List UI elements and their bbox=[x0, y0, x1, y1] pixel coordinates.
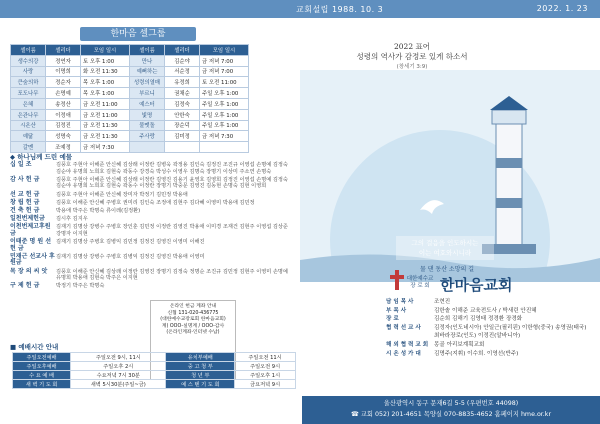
table-cell: 토 오전 11:00 bbox=[200, 77, 249, 88]
offering-names: 김풍호 주현아 이해준 안신혜 장미자 박정기 김민정 박용애 bbox=[56, 191, 188, 198]
table-row bbox=[11, 77, 249, 88]
offering-label: 건 축 헌 금 bbox=[10, 206, 40, 214]
table-row bbox=[11, 88, 249, 99]
offering-label: 일천번제헌금 bbox=[10, 215, 45, 223]
table-row bbox=[13, 362, 296, 371]
staff-row bbox=[386, 350, 592, 359]
table-cell: 안한숙 bbox=[165, 109, 200, 120]
table-cell: 은관나무 bbox=[11, 109, 46, 120]
table-cell: 유치부예배 bbox=[166, 353, 235, 362]
table-cell: 주일오전 11시 bbox=[235, 353, 296, 362]
staff-names: 김한솔 이해준 교육전도사 / 박새린 안진혜 bbox=[434, 307, 537, 314]
table-row bbox=[13, 353, 296, 362]
staff-names: 몽골 아리보계획교회 bbox=[434, 341, 485, 348]
offering-label: 목 장 의 씨 앗 bbox=[10, 267, 48, 275]
motto-text: 성령의 역사가 감정로 있게 하소서 bbox=[356, 52, 468, 61]
offering-names: 김재기 김명상 주병호 김병익 김민정 김정진 김영진 이영미 이해진 bbox=[56, 239, 205, 246]
offering-label: 선 교 헌 금 bbox=[10, 190, 40, 198]
list-item bbox=[10, 216, 294, 223]
address: 울산광역시 동구 문재6길 5-5 (우편번호 44098) bbox=[383, 400, 519, 407]
table-cell: 시온산 bbox=[11, 120, 46, 131]
offering-names: 김재기 김명상 강병수 주병호 김병익 김정진 김영진 박용애 이영미 bbox=[56, 253, 205, 260]
table-cell: 금요저녁 9시 bbox=[235, 380, 296, 389]
staff-role bbox=[386, 332, 434, 341]
table-cell: 금 오전 11:00 bbox=[81, 98, 130, 109]
table-cell: 손명예 bbox=[46, 88, 81, 99]
table-cell: 갈멘 bbox=[11, 142, 46, 153]
offering-names: 김시후 김지우 bbox=[56, 216, 88, 223]
quote-line-1: 그의 걸음을 인도하시는 bbox=[411, 239, 479, 247]
table-cell: 새 벽 기 도 회 bbox=[13, 380, 71, 389]
table-cell: 김순야 bbox=[165, 55, 200, 66]
staff-row bbox=[386, 307, 592, 316]
col-header: 셀이름 bbox=[130, 45, 165, 56]
notice-line: 신협 131-020-436775 bbox=[167, 310, 219, 316]
offering-names: 박정기 박주은 박명숙 bbox=[56, 283, 105, 290]
bulletin-date: 2022. 1. 23 bbox=[536, 4, 588, 13]
table-cell: 예뻐하는 bbox=[130, 66, 165, 77]
table-cell: 주일 오후 1:00 bbox=[200, 109, 249, 120]
col-header: 모임 일시 bbox=[200, 45, 249, 56]
table-row bbox=[11, 98, 249, 109]
staff-role: 해 외 협 력 교 회 bbox=[386, 341, 429, 348]
top-bar bbox=[0, 0, 600, 18]
list-item bbox=[10, 208, 294, 215]
denomination-line-2: 장 로 회 bbox=[410, 283, 430, 289]
table-row bbox=[11, 55, 249, 66]
offering-label: 민재근 선교사 후원금 bbox=[10, 252, 55, 267]
offering-label: 이천번제고후원금 bbox=[10, 223, 51, 237]
offering-label: 구 제 헌 금 bbox=[10, 282, 40, 290]
table-row bbox=[11, 142, 249, 153]
staff-names: 김명주(지휘) 이수희. 이영선(반주) bbox=[434, 350, 519, 357]
table-cell: 주일오후예배 bbox=[13, 362, 71, 371]
list-item bbox=[10, 283, 294, 290]
quote-line-2: 이는 여호와시니라 bbox=[418, 249, 472, 257]
table-cell: 주사랑 bbox=[130, 131, 165, 142]
offering-names: 김풍호 이해준 안신혜 주병호 권미리 김인숙 조정애 김현주 김다혜 이영미 박용애 김민정 bbox=[56, 199, 255, 206]
table-cell: 김정진 bbox=[46, 120, 81, 131]
table-cell: 이정애 bbox=[46, 109, 81, 120]
staff-row bbox=[386, 341, 592, 350]
offering-names: 박용애 박주은 박명숙 류이레(김정환) bbox=[56, 207, 141, 214]
table-cell: 청 년 부 bbox=[166, 371, 235, 380]
table-cell: 금 오전 11:00 bbox=[81, 109, 130, 120]
table-cell: 목 오후 1:00 bbox=[81, 88, 130, 99]
table-cell: 수 요 예 배 bbox=[13, 371, 71, 380]
table-cell: 새벽 5시30분(주일~금) bbox=[71, 380, 166, 389]
table-cell: 성명숙 bbox=[46, 131, 81, 142]
table-cell: 김정숙 bbox=[165, 98, 200, 109]
offering-names: 김풍호 주현아 이해준 안신혜 김상래 이정란 김영진 김용기 윤영호 김영희 김정진 이영섭 손명예 김정숙 김순야 유명희 노희호 김현숙 곽동수 이정란 장명기 박중문 김영진 김동현 손명숙 김현 이영희 bbox=[56, 176, 288, 190]
staff-names: 김순희 김해기 김영태 정경환 장경화 bbox=[434, 316, 523, 323]
table-cell: 화 오전 11:30 bbox=[81, 66, 130, 77]
table-row bbox=[13, 371, 296, 380]
staff-role: 장 로 bbox=[386, 316, 399, 323]
church-motto: 물 댄 동산 소망의 길 bbox=[420, 266, 474, 273]
list-item bbox=[10, 177, 294, 190]
table-cell: 조예정 bbox=[46, 142, 81, 153]
table-cell: 생수의강 bbox=[11, 55, 46, 66]
list-item bbox=[10, 200, 294, 207]
table-cell: 포도나무 bbox=[11, 88, 46, 99]
staff-role: 협 력 선 교 사 bbox=[386, 324, 421, 331]
table-cell: 장순덕 bbox=[165, 120, 200, 131]
list-item bbox=[10, 269, 294, 282]
motto-year: 2022 표어 bbox=[394, 42, 430, 51]
offering-list bbox=[10, 162, 294, 292]
contact: ☎ 교회 052) 201-4651 목양실 070-8835-4652 홈페이지 hme.or.kr bbox=[350, 411, 552, 418]
list-item bbox=[10, 162, 294, 175]
table-cell: 금 오전 11:30 bbox=[81, 120, 130, 131]
table-cell: 정연자 bbox=[46, 55, 81, 66]
table-cell: 은혜 bbox=[11, 98, 46, 109]
staff-row bbox=[386, 332, 592, 341]
table-cell: 송정산 bbox=[46, 98, 81, 109]
col-header: 셀리더 bbox=[46, 45, 81, 56]
table-cell: 김미정 bbox=[165, 131, 200, 142]
notice-line: 온라인 헌금 계좌 안내 bbox=[169, 304, 217, 309]
staff-names: 김정자(인도네시아) 안일근(필리핀) 이한형(중국) 송영권(태국) bbox=[434, 324, 587, 331]
staff-role: 부 목 사 bbox=[386, 307, 407, 314]
offering-names: 김풍호 주현아 이해준 안신혜 김상래 이정란 김병욱 곽정용 김인숙 김정진 조진규 이영섭 손명예 김정숙 김순야 유명희 노희호 김현숙 곽동수 강경숙 박성수 이영우 김명숙 장명기 이상미 주소연 손명숙 bbox=[56, 162, 288, 175]
table-row bbox=[11, 120, 249, 131]
offering-label: 십 일 조 bbox=[10, 161, 32, 168]
staff-row bbox=[386, 324, 592, 333]
table-cell: 부르니 bbox=[130, 88, 165, 99]
table-cell: 예 스 텐 기 도 회 bbox=[166, 380, 235, 389]
staff-names: 최바라장로(인도) 이정진(알바니아) bbox=[434, 333, 521, 340]
table-cell: 주일오후 2시 bbox=[71, 362, 166, 371]
table-cell: 큰숲의하 bbox=[11, 77, 46, 88]
schedule-title: ■ 예배시간 안내 bbox=[10, 343, 59, 351]
table-cell bbox=[200, 142, 249, 153]
list-item bbox=[10, 192, 294, 199]
founding-date: 교회설립 1988. 10. 3 bbox=[296, 5, 384, 14]
table-cell: 예스터 bbox=[130, 98, 165, 109]
table-cell: 주일 오후 1:00 bbox=[200, 98, 249, 109]
table-cell: 유정희 bbox=[165, 77, 200, 88]
offering-label: 이태준 명 원 선 헌 금 bbox=[10, 238, 52, 252]
table-cell: 주일 오후 1:00 bbox=[200, 120, 249, 131]
table-cell: 금 저녁 7:30 bbox=[81, 142, 130, 153]
table-cell: 빛명 bbox=[130, 109, 165, 120]
table-cell: 예닮 bbox=[11, 131, 46, 142]
staff-row bbox=[386, 298, 592, 307]
staff-role: 시 온 성 가 대 bbox=[386, 350, 421, 357]
verse-ref: (창세기 3:9) bbox=[396, 64, 428, 70]
table-cell: 권채순 bbox=[165, 88, 200, 99]
table-cell: 정순자 bbox=[46, 77, 81, 88]
table-cell: 성령의열매 bbox=[130, 77, 165, 88]
col-header: 셀리더 bbox=[165, 45, 200, 56]
table-cell: 주일 오후 1:00 bbox=[200, 88, 249, 99]
worship-schedule-table bbox=[12, 352, 296, 389]
table-cell: 중 고 청 부 bbox=[166, 362, 235, 371]
table-cell: 만나 bbox=[130, 55, 165, 66]
table-row bbox=[11, 66, 249, 77]
table-cell: 물맷돌 bbox=[130, 120, 165, 131]
lighthouse-artwork bbox=[300, 70, 600, 282]
table-cell bbox=[130, 142, 165, 153]
table-cell: 주일오후 1시 bbox=[235, 371, 296, 380]
table-cell: 금 오전 11:30 bbox=[81, 131, 130, 142]
table-cell bbox=[165, 142, 200, 153]
offering-label: 감 사 헌 금 bbox=[10, 175, 40, 183]
table-row bbox=[11, 131, 249, 142]
table-cell: 금 저녁 7:00 bbox=[200, 66, 249, 77]
offering-label: 창 립 헌 금 bbox=[10, 198, 40, 206]
table-cell: 목 오후 1:00 bbox=[81, 77, 130, 88]
notice-line: (대한예수교장로회 한마음교회) bbox=[160, 317, 226, 323]
denomination-line-1: 대한예수교 bbox=[406, 276, 434, 282]
staff-list bbox=[386, 298, 592, 358]
table-cell: 이명희 bbox=[46, 66, 81, 77]
col-header: 모임 일시 bbox=[81, 45, 130, 56]
table-cell: 사랑 bbox=[11, 66, 46, 77]
table-cell: 서순정 bbox=[165, 66, 200, 77]
notice-line: 계) OOO-실명계 / OOO-감사 bbox=[161, 323, 225, 329]
table-row bbox=[13, 380, 296, 389]
table-cell: 주일오전예배 bbox=[13, 353, 71, 362]
staff-names: 조현진 bbox=[434, 299, 451, 305]
staff-role: 담 임 목 사 bbox=[386, 299, 414, 305]
list-item bbox=[10, 254, 294, 267]
cell-group-table bbox=[10, 44, 249, 153]
church-name: 한마음교회 bbox=[440, 276, 513, 294]
offering-names: 김풍호 이해준 안신혜 김상래 이정란 김영진 장명기 김정숙 정명순 조진규 김민정 김현주 이영미 손명예 유명희 박용애 김현숙 박주은 이지현 bbox=[56, 268, 288, 282]
table-row bbox=[11, 109, 249, 120]
list-item bbox=[10, 224, 294, 237]
table-cell: 금 저녁 7:30 bbox=[200, 131, 249, 142]
list-item bbox=[10, 239, 294, 252]
footer bbox=[302, 396, 600, 424]
notice-line: (온라인계좌·인터넷 수납) bbox=[166, 330, 220, 336]
table-cell: 수요저녁 7시 30분 bbox=[71, 371, 166, 380]
offering-names: 김재기 김명상 강병수 주병호 장인훈 김민정 이정란 김영진 박용애 이미경 조재건 김현주 이영섭 김상준 강명자 이지현 bbox=[56, 224, 288, 237]
table-cell: 주일오전 9시, 11시 bbox=[71, 353, 166, 362]
staff-row bbox=[386, 315, 592, 324]
offering-title: ◆ 하나님께 드린 예물 bbox=[10, 153, 73, 161]
cell-group-title: 한마음 셀그룹 bbox=[80, 27, 196, 41]
table-cell: 주일오전 9시 bbox=[235, 362, 296, 371]
denomination bbox=[402, 276, 438, 290]
col-header: 셀이름 bbox=[11, 45, 46, 56]
table-cell: 금 저녁 7:00 bbox=[200, 55, 249, 66]
motto-title bbox=[342, 42, 482, 62]
table-cell: 토 오후 1:00 bbox=[81, 55, 130, 66]
